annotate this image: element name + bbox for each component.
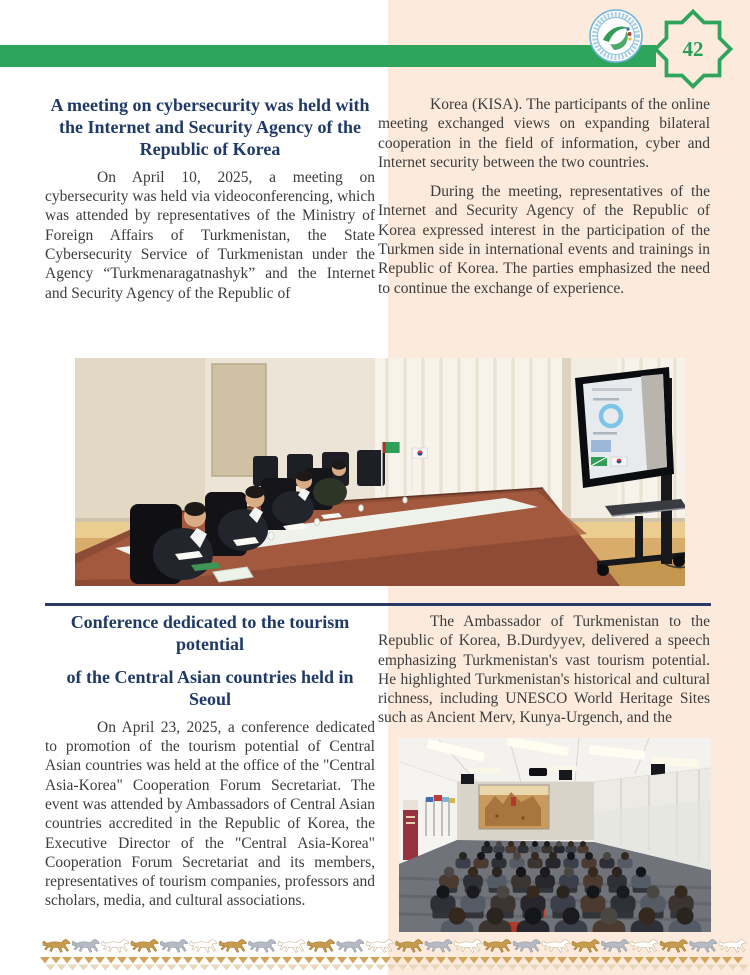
article1-paragraph: During the meeting, representatives of the Internet and Security Agency of the Republic of Korea expressed interest in the participation of the Turkmen side in international events and trainings in Republic of Korea. The parties emphasized the need to continue the exchange of experience.: [378, 183, 710, 297]
article1-title: A meeting on cybersecurity was held with the Internet and Security Agency of the Republic of Korea: [50, 95, 370, 159]
article2-paragraph: On April 23, 2025, a conference dedicated to promotion of the tourism potential of Central Asian countries was held at the office of the "Central Asia-Korea" Cooperation Forum Secretariat. The event was attended by Ambassadors of Central Asian countries accredited in the Republic of Korea, the Executive Director of the "Central Asia-Korea" Cooperation Forum Secretariat and its members, representatives of tourism companies, professors and scholars, media, and cultural associations.: [45, 718, 375, 910]
meeting-photo: [75, 358, 685, 586]
conference-photo: [399, 738, 711, 932]
article2-paragraph: The Ambassador of Turkmenistan to the Republic of Korea, B.Durdyyev, delivered a speech emphasizing Turkmenistan's vast tourism potential. He highlighted Turkmenistan's historical and cultural richness, including UNESCO World Heritage Sites such as Ancient Merv, Kunya-Urgench, and the: [378, 613, 710, 727]
header-green-bar: [0, 45, 656, 67]
projection-screen: [479, 785, 549, 829]
article2-left-column: [45, 612, 375, 921]
horse-frieze: [40, 936, 748, 957]
projector: [529, 768, 547, 776]
institute-logo: [589, 9, 643, 63]
article1-paragraph: Korea (KISA). The participants of the online meeting exchanged views on expanding bilateral cooperation in the field of information, cyber and Internet security between the two countries.: [378, 96, 710, 171]
article2-right-column: [378, 612, 710, 932]
article-divider-rule: [45, 603, 711, 606]
article2-title-line1: Conference dedicated to the tourism potential: [70, 612, 350, 654]
zigzag-band: [40, 957, 748, 972]
article1-paragraph: On April 10, 2025, a meeting on cybersecurity was held via videoconferencing, which was attended by representatives of the Ministry of Foreign Affairs of Turkmenistan, the State Cybersecurity Service of Turkmenistan under the Agency “Turkmenaragatnashyk” and the Internet and Security Agency of the Republic of: [45, 168, 375, 302]
rollup-banner: [403, 800, 418, 860]
article2-title-line2: of the Central Asian countries held in Seoul: [66, 666, 354, 709]
article1-right-column: [378, 95, 710, 308]
article1-left-column: [45, 95, 375, 313]
page-number: 42: [682, 36, 704, 61]
